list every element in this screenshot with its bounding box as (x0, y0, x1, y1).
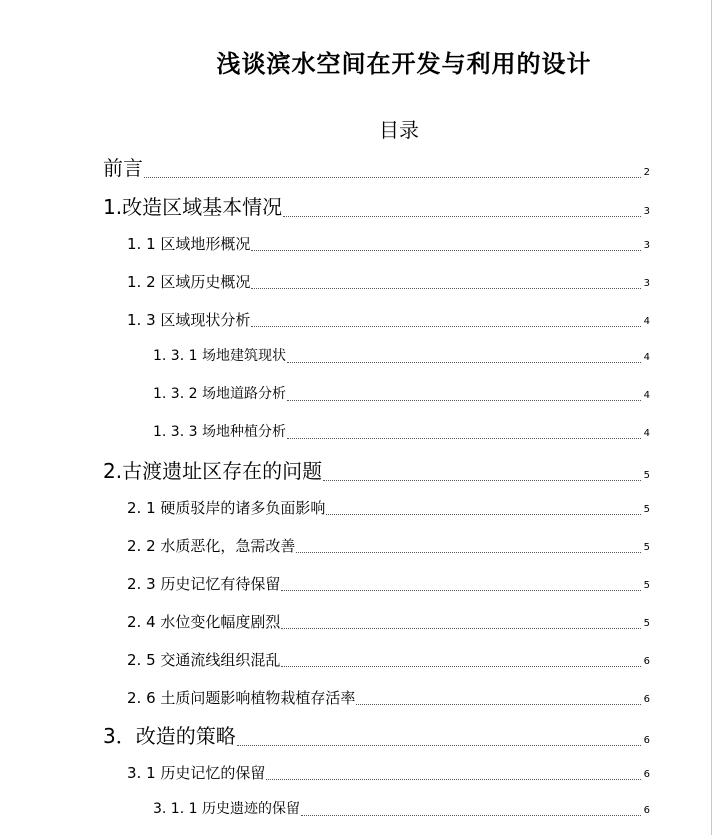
toc-dot-leader (323, 480, 641, 481)
toc-entry-label: 2. 6 土质问题影响植物栽植存活率 (127, 689, 356, 707)
toc-entry-label: 1. 2 区域历史概况 (127, 273, 251, 291)
toc-dot-leader (251, 288, 641, 289)
toc-page-number: 4 (643, 390, 650, 401)
toc-dot-leader (283, 216, 641, 217)
toc-entry-label: 1.改造区域基本情况 (103, 195, 283, 219)
toc-page-number: 4 (643, 352, 650, 363)
toc-page-number: 6 (643, 694, 650, 705)
toc-entry[interactable] (103, 723, 650, 749)
toc-entry-label: 3．改造的策略 (103, 724, 236, 748)
toc-entry-label: 前言 (103, 156, 143, 180)
toc-entry[interactable] (127, 498, 650, 518)
toc-entry[interactable] (127, 650, 650, 670)
toc-entry-label: 2. 1 硬质驳岸的诸多负面影响 (127, 499, 326, 517)
toc-page-number: 3 (643, 206, 650, 217)
toc-entry[interactable] (127, 612, 650, 632)
toc-entry-label: 3. 1 历史记忆的保留 (127, 764, 266, 782)
toc-dot-leader (296, 552, 641, 553)
toc-entry-label: 1. 3. 2 场地道路分析 (153, 386, 286, 402)
toc-entry-label: 2. 2 水质恶化，急需改善 (127, 537, 296, 555)
toc-entry-label: 1. 3 区域现状分析 (127, 311, 251, 329)
toc-entry[interactable] (127, 688, 650, 708)
toc-entry[interactable] (127, 272, 650, 292)
toc-entry[interactable] (127, 536, 650, 556)
toc-entry-label: 1. 3. 1 场地建筑现状 (153, 348, 286, 364)
toc-entry[interactable] (127, 763, 650, 783)
toc-entry[interactable] (103, 194, 650, 220)
toc-dot-leader (301, 815, 641, 816)
toc-entry-label: 3. 1. 1 历史遗迹的保留 (153, 801, 300, 817)
toc-entry-label: 2. 4 水位变化幅度剧烈 (127, 613, 281, 631)
toc-dot-leader (281, 666, 641, 667)
toc-dot-leader (251, 326, 641, 327)
toc-entry[interactable] (153, 347, 650, 366)
toc-dot-leader (287, 438, 641, 439)
toc-page-number: 6 (643, 769, 650, 780)
toc-page-number: 6 (643, 735, 650, 746)
toc-entry[interactable] (153, 800, 650, 819)
toc-page-number: 5 (643, 580, 650, 591)
toc-entry[interactable] (153, 423, 650, 442)
toc-dot-leader (237, 745, 641, 746)
toc-page-number: 4 (643, 316, 650, 327)
toc-entry-label: 2. 5 交通流线组织混乱 (127, 651, 281, 669)
toc-page-number: 5 (643, 470, 650, 481)
toc-page-number: 5 (643, 504, 650, 515)
toc-entry-label: 1. 1 区域地形概况 (127, 235, 251, 253)
toc-dot-leader (356, 704, 641, 705)
toc-page-number: 4 (643, 428, 650, 439)
toc-dot-leader (251, 250, 641, 251)
toc-entry-label: 1. 3. 3 场地种植分析 (153, 424, 286, 440)
toc-dot-leader (144, 177, 641, 178)
toc-page-number: 2 (643, 167, 650, 178)
toc-entry[interactable] (103, 458, 650, 484)
toc-page-number: 6 (643, 805, 650, 816)
toc-entry[interactable] (127, 310, 650, 330)
toc-dot-leader (281, 590, 641, 591)
toc-page-number: 3 (643, 240, 650, 251)
toc-dot-leader (326, 514, 641, 515)
toc-page-number: 5 (643, 618, 650, 629)
toc-page-number: 5 (643, 542, 650, 553)
toc-page-number: 6 (643, 656, 650, 667)
toc-dot-leader (281, 628, 641, 629)
toc-entry-label: 2.古渡遗址区存在的问题 (103, 459, 323, 483)
toc-dot-leader (287, 400, 641, 401)
toc-entry[interactable] (103, 155, 650, 181)
document-title: 浅谈滨水空间在开发与利用的设计 (216, 50, 592, 78)
toc-entry[interactable] (153, 385, 650, 404)
toc-dot-leader (266, 779, 641, 780)
toc-entry[interactable] (127, 234, 650, 254)
toc-heading: 目录 (379, 118, 419, 142)
toc-entry[interactable] (127, 574, 650, 594)
toc-dot-leader (287, 362, 641, 363)
toc-page-number: 3 (643, 278, 650, 289)
toc-entry-label: 2. 3 历史记忆有待保留 (127, 575, 281, 593)
